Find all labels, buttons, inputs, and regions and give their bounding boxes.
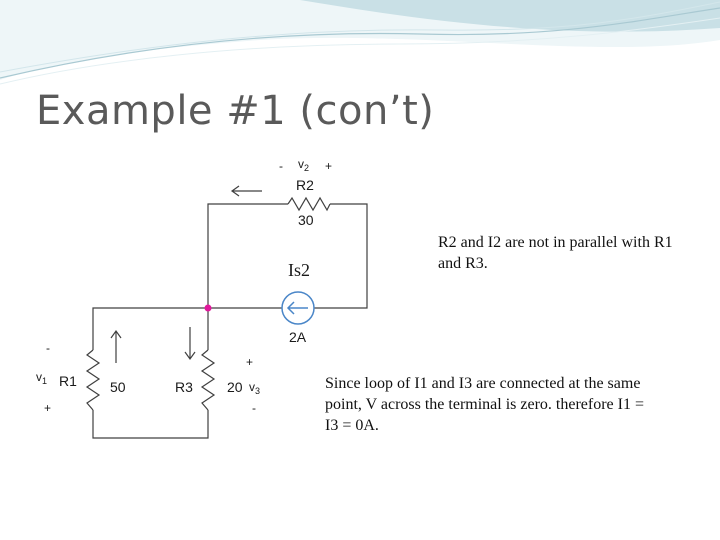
current-arrow-i3 <box>185 327 195 359</box>
r2-plus-sign: + <box>325 159 333 173</box>
r1-plus-sign: + <box>44 401 52 415</box>
r1-value: 50 <box>110 379 126 395</box>
r2-value: 30 <box>298 212 314 228</box>
slide-title: Example #1 (con’t) <box>36 88 435 134</box>
r3-minus-sign: - <box>252 401 256 415</box>
r1-voltage-label: $v_1$ <box>36 370 48 386</box>
header-swoosh-decoration <box>0 0 720 90</box>
note-parallel-explanation: R2 and I2 are not in parallel with R1 and R3. <box>438 234 673 272</box>
current-arrow-i1 <box>111 331 121 363</box>
is2-label: Is2 <box>288 260 310 280</box>
r1-minus-sign: - <box>46 341 50 355</box>
r3-voltage-label: $v_3$ <box>249 380 261 396</box>
resistor-r1 <box>87 350 99 410</box>
junction-node <box>205 305 212 312</box>
r2-name: R2 <box>296 177 314 193</box>
r3-name: R3 <box>175 379 193 395</box>
wire-left-top <box>93 308 208 350</box>
note-zero-current-explanation: Since loop of I1 and I3 are connected at the same point, V across the terminal is zero. therefore I1 = I3 = 0A. <box>325 375 644 434</box>
r2-voltage-label: $v_2$ <box>298 157 310 173</box>
is2-value: 2A <box>289 329 307 345</box>
resistor-r3 <box>202 350 214 410</box>
r3-value: 20 <box>227 379 243 395</box>
wire-left-bottom <box>93 410 208 438</box>
r2-minus-sign: - <box>279 159 283 173</box>
r3-plus-sign: + <box>246 355 254 369</box>
current-arrow-i2 <box>232 186 262 196</box>
current-source-arrow <box>288 302 308 314</box>
r1-name: R1 <box>59 373 77 389</box>
wire-top-right <box>314 204 367 308</box>
wire-top-left <box>208 204 288 308</box>
resistor-r2 <box>288 198 330 210</box>
